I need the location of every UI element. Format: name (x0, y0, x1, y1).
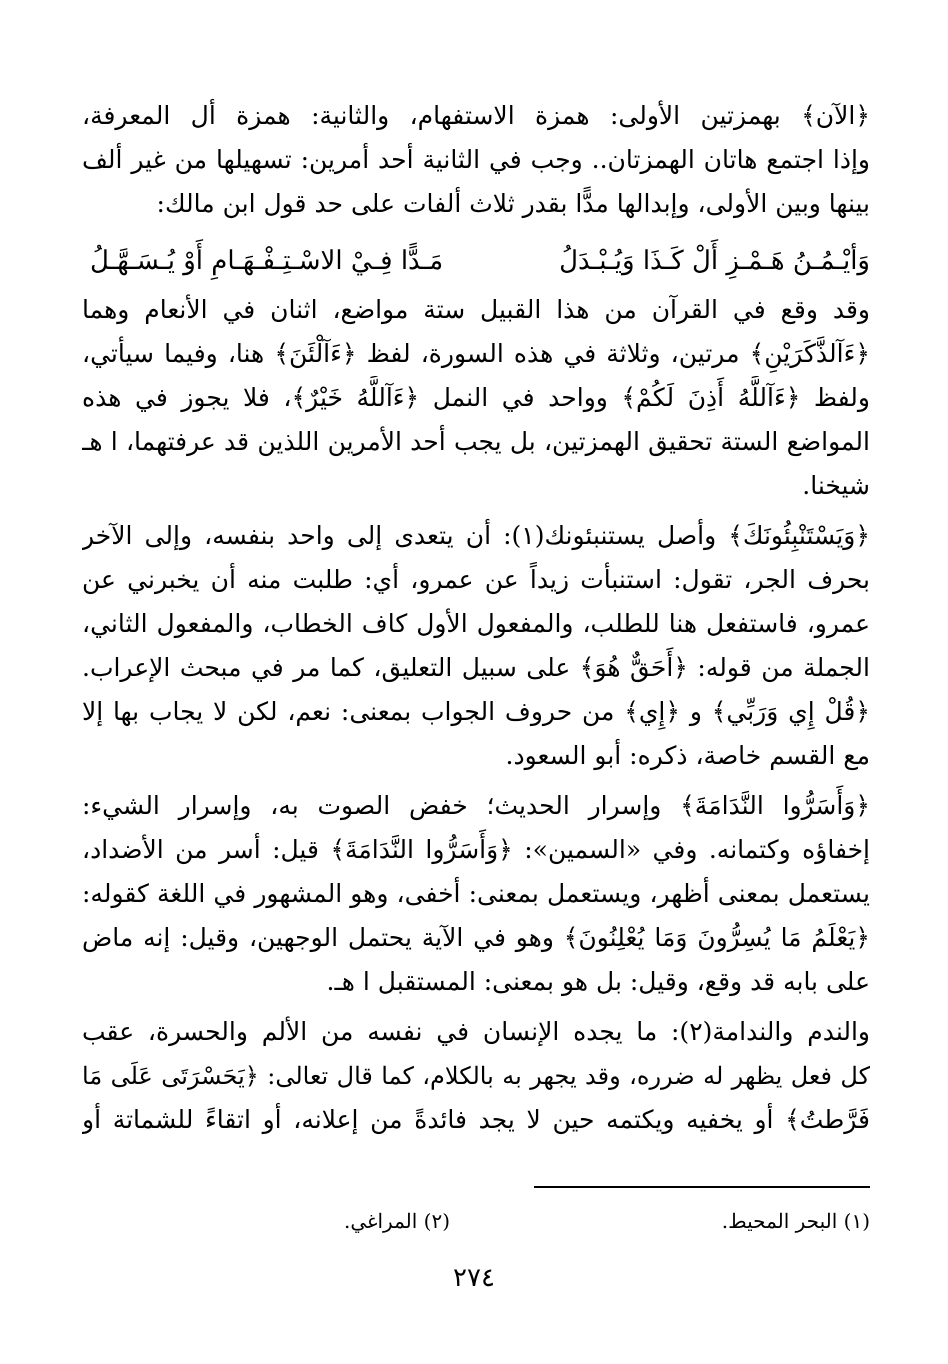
page-number: ٢٧٤ (453, 1263, 495, 1293)
verse-second-hemistich: مَـدًّا فِـيْ الاسْـتِـفْـهَـامِ أَوْ يُـسَـهَّـلُ (90, 246, 444, 276)
text-line: ﴿وَيَسْتَنْبِئُونَكَ﴾ وأصل يستنبئونك(١): أن يتعدى إلى واحد بنفسه، وإلى الآخر (82, 521, 870, 550)
text-line: يستعمل بمعنى أظهر، ويستعمل بمعنى: أخفى، وهو المشهور في اللغة كقوله: (82, 879, 870, 908)
text-line: ﴿قُلْ إِي وَرَبِّي﴾ و ﴿إِي﴾ من حروف الجواب بمعنى: نعم، لكن لا يجاب بها إلا (82, 697, 870, 726)
verse-first-hemistich: وَأيْـمُـنُ هَـمْـزِ أَلْ كَـذَا وَيُـبْـدَلُ (559, 246, 870, 276)
text-line: بحرف الجر، تقول: استنبأت زيداً عن عمرو، أي: طلبت منه أن يخبرني عن (82, 565, 870, 594)
text-line: بينها وبين الأولى، وإبدالها مدًّا بقدر ثلاث ألفات على حد قول ابن مالك: (156, 189, 870, 218)
footnotes (82, 1201, 870, 1241)
text-line: ﴿وَأَسَرُّوا النَّدَامَةَ﴾ وإسرار الحديث؛ خفض الصوت به، وإسرار الشيء: (82, 791, 870, 820)
text-line: شيخنا. (802, 471, 870, 500)
text-line: كل فعل يظهر له ضرره، وقد يجهر به بالكلام، كما قال تعالى: ﴿يَحَسْرَتَى عَلَى مَا (82, 1062, 870, 1090)
text-line: وقد وقع في القرآن من هذا القبيل ستة مواضع، اثنان في الأنعام وهما (82, 295, 870, 324)
footnote-separator (534, 1186, 870, 1188)
footnote-1: (١) البحر المحيط. (721, 1209, 870, 1233)
poetry-verse (82, 238, 870, 284)
text-line: الجملة من قوله: ﴿أَحَقٌّ هُوَ﴾ على سبيل التعليق، كما مر في مبحث الإعراب. (82, 653, 870, 682)
text-line: فَرَّطتُ﴾ أو يخفيه ويكتمه حين لا يجد فائدةً من إعلانه، أو اتقاءً للشماتة أو (82, 1105, 870, 1134)
text-line: ولفظ ﴿ءَآللَّهُ أَذِنَ لَكُمْ﴾ وواحد في النمل ﴿ءَآللَّهُ خَيْرٌ﴾، فلا يجوز في هذه (82, 383, 870, 412)
text-line: ﴿ءَآلذَّكَرَيْنِ﴾ مرتين، وثلاثة في هذه السورة، لفظ ﴿ءَآلْئَنَ﴾ هنا، وفيما سيأتي، (82, 339, 870, 368)
text-line: وإذا اجتمع هاتان الهمزتان.. وجب في الثانية أحد أمرين: تسهيلها من غير ألف (82, 145, 870, 174)
text-line: والندم والندامة(٢): ما يجده الإنسان في نفسه من الألم والحسرة، عقب (82, 1017, 870, 1046)
text-line: المواضع الستة تحقيق الهمزتين، بل يجب أحد الأمرين اللذين قد عرفتهما، ا هـ (82, 427, 870, 456)
text-line: مع القسم خاصة، ذكره: أبو السعود. (505, 741, 870, 770)
footnote-2: (٢) المراغي. (343, 1209, 450, 1233)
text-line: على بابه قد وقع، وقيل: بل هو بمعنى: المستقبل ا هـ. (326, 967, 870, 996)
text-line: ﴿يَعْلَمُ مَا يُسِرُّونَ وَمَا يُعْلِنُونَ﴾ وهو في الآية يحتمل الوجهين، وقيل: إنه ماض (82, 923, 870, 952)
text-line: إخفاؤه وكتمانه. وفي «السمين»: ﴿وَأَسَرُّوا النَّدَامَةَ﴾ قيل: أسر من الأضداد، (82, 835, 870, 864)
text-line: ﴿الآن﴾ بهمزتين الأولى: همزة الاستفهام، والثانية: همزة أل المعرفة، (82, 101, 870, 130)
text-line: عمرو، فاستفعل هنا للطلب، والمفعول الأول كاف الخطاب، والمفعول الثاني، (82, 609, 870, 638)
